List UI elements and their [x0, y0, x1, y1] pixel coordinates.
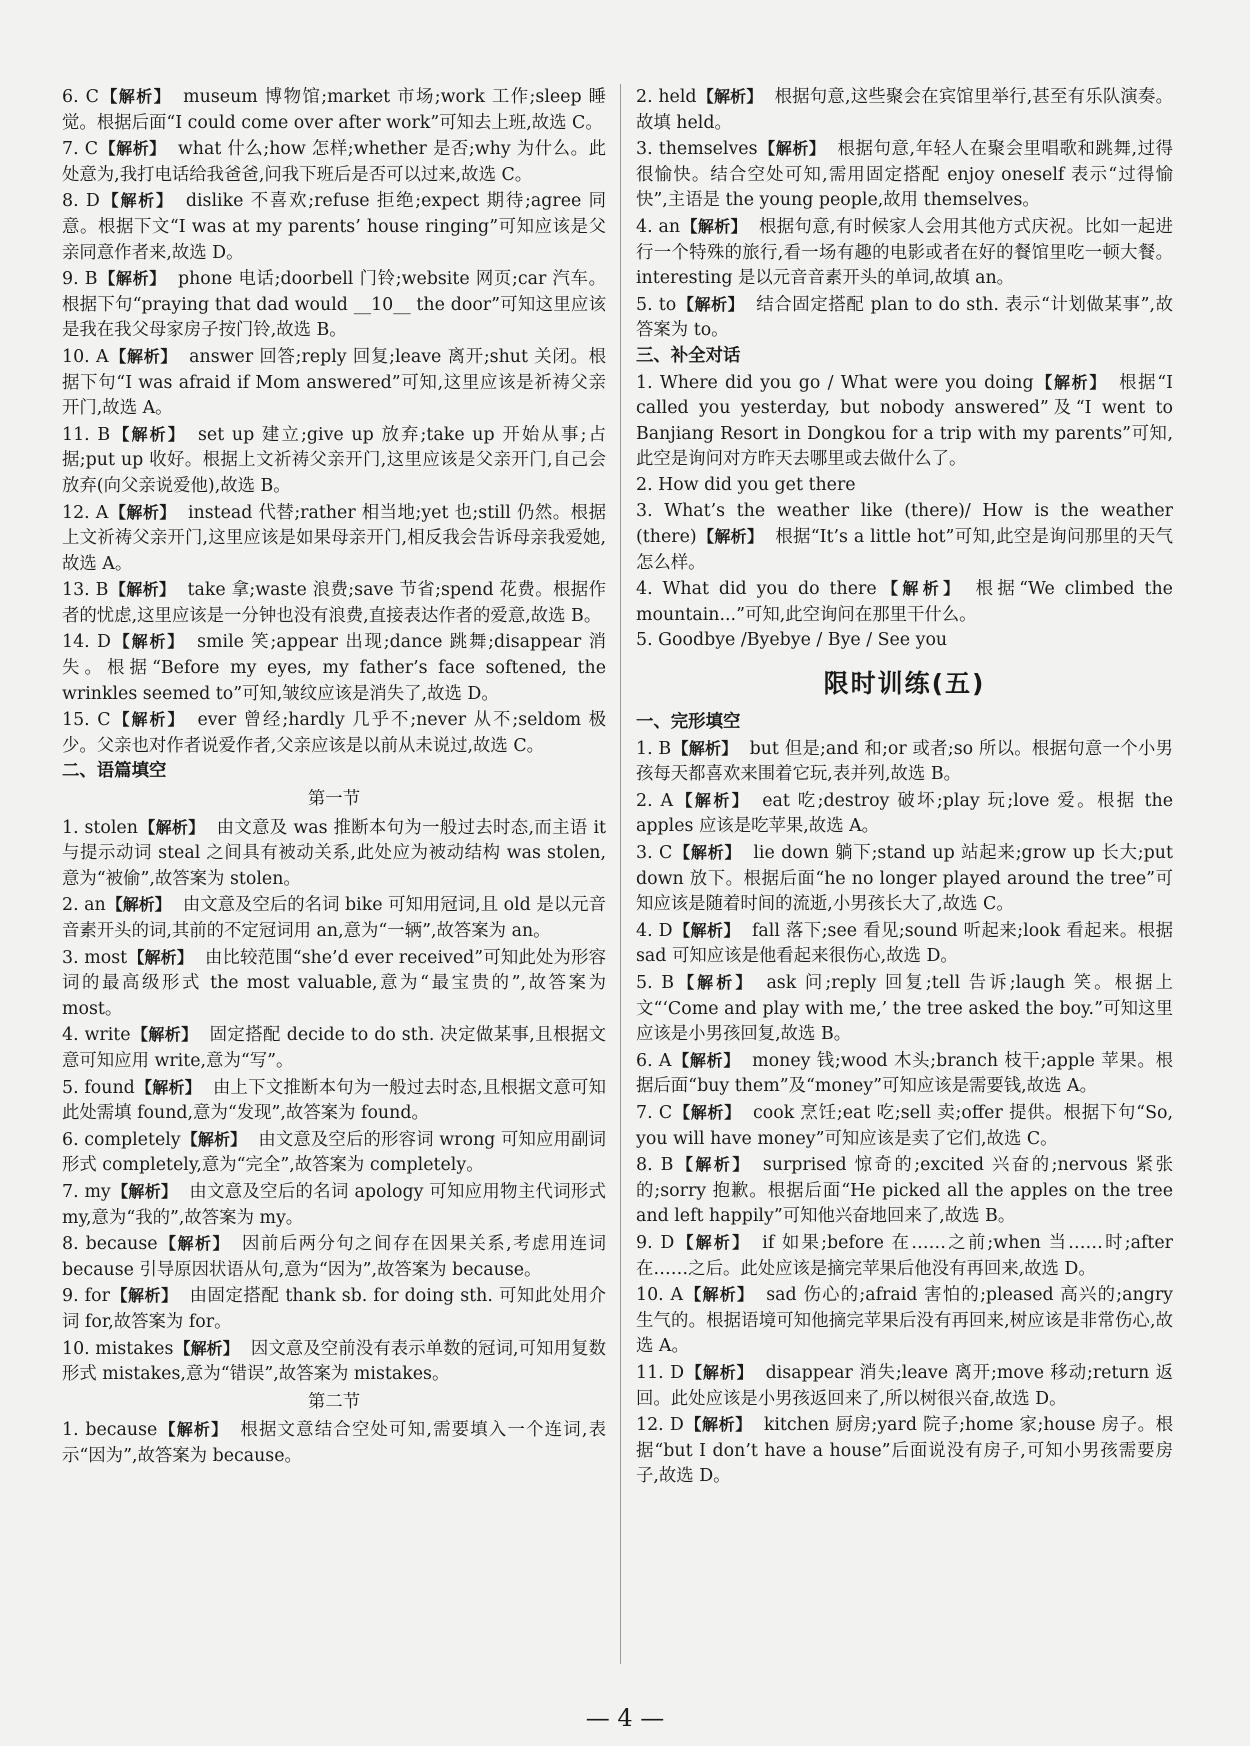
analysis-tag: 【解析】 — [677, 294, 745, 314]
analysis-text: 根据“It’s a little hot”可知,此空是询问那里的天气怎么样。 — [636, 527, 1173, 573]
analysis-tag: 【解析】 — [111, 632, 186, 652]
item-answer: an — [84, 895, 106, 916]
analysis-text: 根据“We climbed the mountain...”可知,此空询问在那里干什么。 — [636, 579, 1173, 625]
analysis-tag: 【解析】 — [674, 1155, 751, 1175]
answer-item — [636, 136, 1173, 214]
item-number: 8. — [636, 1155, 653, 1176]
answer-item — [62, 266, 606, 344]
item-number: 5. — [636, 630, 653, 651]
item-answer: B — [661, 973, 674, 993]
analysis-text: 由上下文推断本句为一般过去时态,且根据文意可知此处需填 found,意为“发现”,故答案为 found。 — [62, 1077, 606, 1124]
analysis-text: 由比较范围“she’d ever received”可知此处为形容词的最高级形式 the most valuable,意为“最宝贵的”,故答案为 most。 — [62, 947, 606, 1019]
answer-item — [636, 970, 1173, 1048]
analysis-tag: 【解析】 — [684, 1415, 752, 1435]
answer-item — [636, 1230, 1173, 1282]
item-number: 9. — [636, 1232, 653, 1253]
analysis-tag: 【解析】 — [684, 1285, 755, 1305]
analysis-text: 因文意及空前没有表示单数的冠词,可知用复数形式 mistakes,意为“错误”,故答案为 mistakes。 — [62, 1338, 606, 1385]
item-number: 10. — [62, 1338, 90, 1359]
answer-item — [62, 1417, 606, 1469]
item-number: 8. — [62, 1234, 79, 1255]
answer-item — [636, 499, 1173, 577]
item-answer: D — [670, 1362, 685, 1383]
item-answer: C — [658, 1102, 673, 1123]
answer-item — [62, 500, 606, 578]
analysis-tag: 【解析】 — [100, 191, 174, 211]
analysis-text: 由固定搭配 thank sb. for doing sth. 可知此处用介词 for,故答案为 for。 — [62, 1286, 606, 1332]
analysis-text: instead 代替;rather 相当地;yet 也;still 仍然。根据上文祈祷父亲开门,这里应该是如果母亲开门,相反我会告诉母亲我爱她,故选 A。 — [62, 502, 606, 574]
section-heading: 一、完形填空 — [636, 712, 741, 733]
analysis-tag: 【解析】 — [109, 580, 176, 600]
analysis-text: but 但是;and 和;or 或者;so 所以。根据句意一个小男孩每天都喜欢来围着它玩,表并列,故选 B。 — [636, 738, 1173, 785]
item-answer: A — [660, 790, 674, 811]
item-answer: D — [658, 920, 673, 941]
answer-item — [62, 1336, 606, 1388]
item-answer: How did you get there — [658, 474, 856, 495]
item-number: 3. — [62, 947, 79, 968]
subsection-heading: 第二节 — [307, 1391, 361, 1412]
answer-item — [62, 1231, 606, 1283]
analysis-text: kitchen 厨房;yard 院子;home 家;house 房子。根据“but I don’t have a house”后面说没有房子,可知小男孩需要房子,故选 D。 — [636, 1415, 1173, 1487]
analysis-text: lie down 躺下;stand up 站起来;grow up 长大;put down 放下。根据后面“he no longer played around the tree”可知应该是随着时间的流逝,小男孩长大了,故选 C。 — [636, 843, 1173, 915]
analysis-text: dislike 不喜欢;refuse 拒绝;expect 期待;agree 同意。根据下文“I was at my parents’ house ringing”可知应该是父亲同意作者来,故选 D。 — [62, 191, 606, 263]
analysis-tag: 【解析】 — [675, 1232, 751, 1252]
analysis-tag: 【解析】 — [673, 843, 742, 863]
column-divider — [620, 84, 621, 1664]
page-number: — 4 — — [585, 1704, 665, 1732]
item-answer: because — [85, 1234, 158, 1255]
analysis-tag: 【解析】 — [174, 1338, 239, 1358]
answer-item — [636, 840, 1173, 918]
answer-item — [636, 628, 1173, 654]
answer-item — [636, 84, 1173, 136]
analysis-text: surprised 惊奇的;excited 兴奋的;nervous 紧张的;sorry 抱歉。根据后面“He picked all the apples on the tree and left happily”可知他兴奋地回来了,故选 B。 — [636, 1155, 1174, 1227]
item-answer: A — [95, 502, 109, 523]
item-number: 3. — [636, 139, 653, 160]
item-answer: an — [658, 216, 681, 237]
item-answer: B — [95, 580, 109, 601]
analysis-tag: 【解析】 — [673, 920, 740, 940]
analysis-tag: 【解析】 — [99, 87, 172, 106]
item-number: 2. — [636, 474, 653, 495]
analysis-tag: 【解析】 — [681, 216, 747, 236]
analysis-text: museum 博物馆;market 市场;work 工作;sleep 睡觉。根据后面“I could come over after work”可知去上班,故选 C。 — [62, 87, 606, 133]
item-answer: completely — [84, 1129, 181, 1150]
item-number: 2. — [62, 895, 79, 916]
subsection-heading: 第一节 — [307, 789, 361, 810]
analysis-text: 由文意及 was 推断本句为一般过去时态,而主语 it 与提示动词 steal 之间具有被动关系,此处应为被动结构 was stolen,意为“被偷”,故答案为 stolen。 — [62, 817, 607, 889]
item-number: 9. — [62, 269, 79, 290]
item-number: 10. — [62, 346, 90, 367]
item-number: 11. — [62, 424, 90, 445]
item-number: 1. — [636, 738, 653, 759]
analysis-tag: 【解析】 — [106, 895, 171, 915]
analysis-text: 固定搭配 decide to do sth. 决定做某事,且根据文意可知应用 write,意为“写”。 — [62, 1025, 606, 1071]
answer-item — [62, 945, 606, 1023]
analysis-tag: 【解析】 — [674, 790, 751, 810]
item-number: 9. — [62, 1286, 79, 1307]
analysis-tag: 【解析】 — [697, 527, 764, 547]
section-heading: 三、补全对话 — [636, 345, 741, 366]
answer-item — [636, 214, 1173, 292]
item-answer: B — [660, 1155, 674, 1176]
analysis-text: fall 落下;see 看见;sound 听起来;look 看起来。根据 sad 可知应该是他看起来很伤心,故选 D。 — [636, 920, 1173, 967]
answer-item — [62, 1127, 606, 1179]
analysis-tag: 【解析】 — [111, 710, 186, 730]
item-number: 1. — [62, 1420, 79, 1441]
item-answer: A — [658, 1050, 672, 1071]
answer-item — [62, 707, 606, 759]
item-answer: C — [97, 710, 111, 731]
analysis-text: 根据句意,年轻人在聚会里唱歌和跳舞,过得很愉快。结合空处可知,需用固定搭配 enjoy oneself 表示“过得愉快”,主语是 the young people,故用 themselves。 — [636, 139, 1173, 211]
item-number: 3. — [636, 500, 653, 521]
analysis-text: 根据“I called you yesterday, but nobody answered”及“I went to Banjiang Resort in Dongkou for a trip with my parents”可知,此空是询问对方昨天去哪里或去做什么了。 — [636, 372, 1173, 470]
item-answer: held — [658, 87, 697, 107]
item-number: 2. — [636, 87, 653, 107]
item-answer: found — [84, 1077, 135, 1098]
analysis-text: if 如果;before 在……之前;when 当……时;after 在……之后。此处应该是摘完苹果后他没有再回来,故选 D。 — [636, 1232, 1173, 1279]
answer-item — [636, 918, 1173, 970]
analysis-text: 根据文意结合空处可知,需要填入一个连词,表示“因为”,故答案为 because。 — [62, 1420, 606, 1466]
analysis-tag: 【解析】 — [675, 973, 755, 992]
analysis-text: 由文意及空后的名词 apology 可知应用物主代词形式 my,意为“我的”,故答案为 my。 — [62, 1181, 606, 1228]
answer-item — [636, 473, 1173, 499]
analysis-tag: 【解析】 — [1034, 372, 1108, 392]
item-answer: C — [658, 843, 673, 864]
analysis-text: ask 问;reply 回复;tell 告诉;laugh 笑。根据上文“‘Come and play with me,’ the tree asked the boy.”可知这里应该是小男孩回复,故选 B。 — [636, 973, 1173, 1045]
analysis-tag: 【解析】 — [135, 1077, 201, 1097]
item-answer: A — [95, 346, 109, 367]
section-heading: 二、语篇填空 — [62, 761, 167, 782]
analysis-text: what 什么;how 怎样;whether 是否;why 为什么。此处意为,我打电话给我爸爸,问我下班后是否可以过来,故选 C。 — [62, 139, 606, 185]
answer-item — [62, 344, 606, 422]
item-answer: Where did you go / What were you doing — [659, 372, 1034, 393]
left-column — [62, 84, 606, 1469]
item-answer: my — [84, 1181, 111, 1202]
answer-item — [62, 577, 606, 629]
item-answer: B — [658, 738, 672, 759]
answer-item — [62, 1022, 606, 1074]
answer-item — [62, 84, 606, 136]
item-number: 4. — [636, 216, 653, 237]
analysis-tag: 【解析】 — [99, 139, 166, 159]
analysis-tag: 【解析】 — [181, 1129, 247, 1149]
item-number: 3. — [636, 843, 653, 864]
item-number: 14. — [62, 632, 90, 653]
item-number: 8. — [62, 191, 79, 212]
answer-item — [636, 1100, 1173, 1152]
analysis-text: 由文意及空后的名词 bike 可知用冠词,且 old 是以元音音素开头的词,其前的不定冠词用 an,意为“一辆”,故答案为 an。 — [62, 895, 606, 941]
answer-item — [636, 736, 1173, 788]
analysis-tag: 【解析】 — [158, 1420, 229, 1440]
item-answer: B — [97, 424, 111, 445]
item-number: 7. — [636, 1102, 653, 1123]
analysis-text: disappear 消失;leave 离开;move 移动;return 返回。此处应该是小男孩返回来了,所以树很兴奋,故选 D。 — [636, 1362, 1173, 1409]
item-number: 1. — [62, 817, 79, 838]
answer-item — [636, 1412, 1173, 1490]
item-number: 6. — [62, 1129, 79, 1150]
analysis-text: 根据句意,这些聚会在宾馆里举行,甚至有乐队演奏。故填 held。 — [636, 87, 1174, 133]
answer-item — [62, 1179, 606, 1231]
item-number: 10. — [636, 1285, 664, 1306]
analysis-text: ever 曾经;hardly 几乎不;never 从不;seldom 极少。父亲也对作者说爱作者,父亲应该是以前从未说过,故选 C。 — [62, 710, 606, 756]
item-answer: What’s the weather like (there)/ How is the weather (there) — [636, 500, 1173, 548]
analysis-text: 因前后两分句之间存在因果关系,考虑用连词 because 引导原因状语从句,意为“因为”,故答案为 because。 — [62, 1234, 607, 1280]
item-answer: most — [84, 947, 128, 968]
item-answer: mistakes — [95, 1338, 174, 1359]
analysis-text: answer 回答;reply 回复;leave 离开;shut 关闭。根据下句“I was afraid if Mom answered”可知,这里应该是祈祷父亲开门,故选 A。 — [62, 346, 606, 419]
item-answer: to — [658, 294, 677, 315]
answer-item — [636, 1282, 1173, 1360]
answer-item — [636, 1360, 1173, 1412]
item-number: 12. — [636, 1415, 664, 1436]
answer-item — [62, 629, 606, 707]
analysis-text: smile 笑;appear 出现;dance 跳舞;disappear 消失。根据“Before my eyes, my father’s face softened, the wrinkles seemed to”可知,皱纹应该是消失了,故选 D。 — [62, 632, 606, 704]
item-number: 5. — [636, 973, 653, 993]
item-number: 6. — [636, 1050, 653, 1071]
analysis-tag: 【解析】 — [128, 947, 193, 967]
analysis-text: 根据句意,有时候家人会用其他方式庆祝。比如一起进行一个特殊的旅行,看一场有趣的电影或者在好的餐馆里吃一顿大餐。interesting 是以元音音素开头的单词,故填 an。 — [636, 216, 1173, 289]
answer-item — [636, 788, 1173, 840]
analysis-text: cook 烹饪;eat 吃;sell 卖;offer 提供。根据下句“So, you will have money”可知应该是卖了它们,故选 C。 — [636, 1102, 1173, 1149]
analysis-text: money 钱;wood 木头;branch 枝干;apple 苹果。根据后面“buy them”及“money”可知应该是需要钱,故选 A。 — [636, 1050, 1173, 1097]
item-answer: write — [84, 1025, 131, 1046]
analysis-text: set up 建立;give up 放弃;take up 开始从事;占据;put up 收好。根据上文祈祷父亲开门,这里应该是父亲开门,自己会放弃(向父亲说爱他),故选 B。 — [62, 424, 606, 496]
item-number: 4. — [636, 920, 653, 941]
item-number: 13. — [62, 580, 90, 601]
answer-item — [62, 1283, 606, 1335]
item-answer: D — [85, 191, 100, 212]
item-number: 2. — [636, 790, 653, 811]
analysis-text: take 拿;waste 浪费;save 节省;spend 花费。根据作者的忧虑,这里应该是一分钟也没有浪费,直接表达作者的爱意,故选 B。 — [62, 580, 606, 626]
answer-item — [636, 576, 1173, 628]
analysis-text: sad 伤心的;afraid 害怕的;pleased 高兴的;angry 生气的。根据语境可知他摘完苹果后没有再回来,树应该是非常伤心,故选 A。 — [636, 1285, 1174, 1357]
analysis-tag: 【解析】 — [877, 579, 964, 599]
answer-item — [636, 370, 1173, 473]
item-number: 5. — [636, 294, 653, 315]
drill-title: 限时训练(五) — [823, 669, 986, 699]
item-number: 6. — [62, 87, 79, 107]
answer-item — [62, 815, 606, 893]
item-number: 4. — [62, 1025, 79, 1046]
analysis-tag: 【解析】 — [685, 1362, 754, 1382]
answer-item — [636, 292, 1173, 344]
item-number: 11. — [636, 1362, 664, 1383]
answer-item — [62, 422, 606, 500]
item-number: 7. — [62, 1181, 79, 1202]
item-answer: D — [669, 1415, 684, 1436]
item-number: 5. — [62, 1077, 79, 1098]
item-number: 1. — [636, 372, 653, 393]
item-number: 15. — [62, 710, 90, 731]
item-answer: C — [84, 139, 99, 160]
analysis-text: 由文意及空后的形容词 wrong 可知应用副词形式 completely,意为“完全”,故答案为 completely。 — [62, 1129, 606, 1176]
analysis-tag: 【解析】 — [158, 1234, 230, 1254]
analysis-tag: 【解析】 — [109, 346, 178, 366]
item-answer: stolen — [84, 817, 138, 838]
analysis-text: eat 吃;destroy 破坏;play 玩;love 爱。根据 the apples 应该是吃苹果,故选 A。 — [636, 790, 1174, 837]
item-answer: D — [660, 1232, 675, 1253]
analysis-tag: 【解析】 — [111, 1181, 178, 1201]
analysis-tag: 【解析】 — [98, 269, 166, 289]
item-number: 12. — [62, 502, 90, 523]
answer-item — [62, 892, 606, 944]
analysis-tag: 【解析】 — [697, 87, 763, 106]
item-answer: because — [85, 1420, 158, 1441]
item-answer: Goodbye /Byebye / Bye / See you — [658, 630, 948, 651]
item-answer: What did you do there — [662, 579, 877, 600]
analysis-tag: 【解析】 — [758, 139, 826, 159]
analysis-tag: 【解析】 — [111, 424, 186, 444]
analysis-tag: 【解析】 — [672, 738, 738, 758]
answer-item — [636, 1152, 1173, 1230]
item-answer: C — [85, 87, 99, 107]
analysis-tag: 【解析】 — [109, 502, 176, 522]
analysis-text: 结合固定搭配 plan to do sth. 表示“计划做某事”,故答案为 to。 — [636, 294, 1173, 341]
analysis-text: phone 电话;doorbell 门铃;website 网页;car 汽车。根据下句“praying that dad would __10__ the door”可知这里应该是我在我父母家房子按门铃,故选 B。 — [62, 269, 606, 341]
analysis-tag: 【解析】 — [138, 817, 205, 837]
answer-item — [636, 1048, 1173, 1100]
item-answer: for — [84, 1286, 110, 1307]
analysis-tag: 【解析】 — [673, 1102, 742, 1122]
analysis-tag: 【解析】 — [131, 1025, 198, 1045]
item-answer: D — [97, 632, 111, 653]
analysis-tag: 【解析】 — [110, 1286, 178, 1306]
item-number: 7. — [62, 139, 79, 160]
answer-item — [62, 136, 606, 188]
right-column — [636, 84, 1173, 1490]
answer-item — [62, 188, 606, 266]
item-answer: A — [670, 1285, 684, 1306]
item-answer: B — [84, 269, 98, 290]
item-answer: themselves — [658, 139, 758, 160]
answer-item — [62, 1075, 606, 1127]
analysis-tag: 【解析】 — [672, 1050, 741, 1070]
item-number: 4. — [636, 579, 653, 600]
